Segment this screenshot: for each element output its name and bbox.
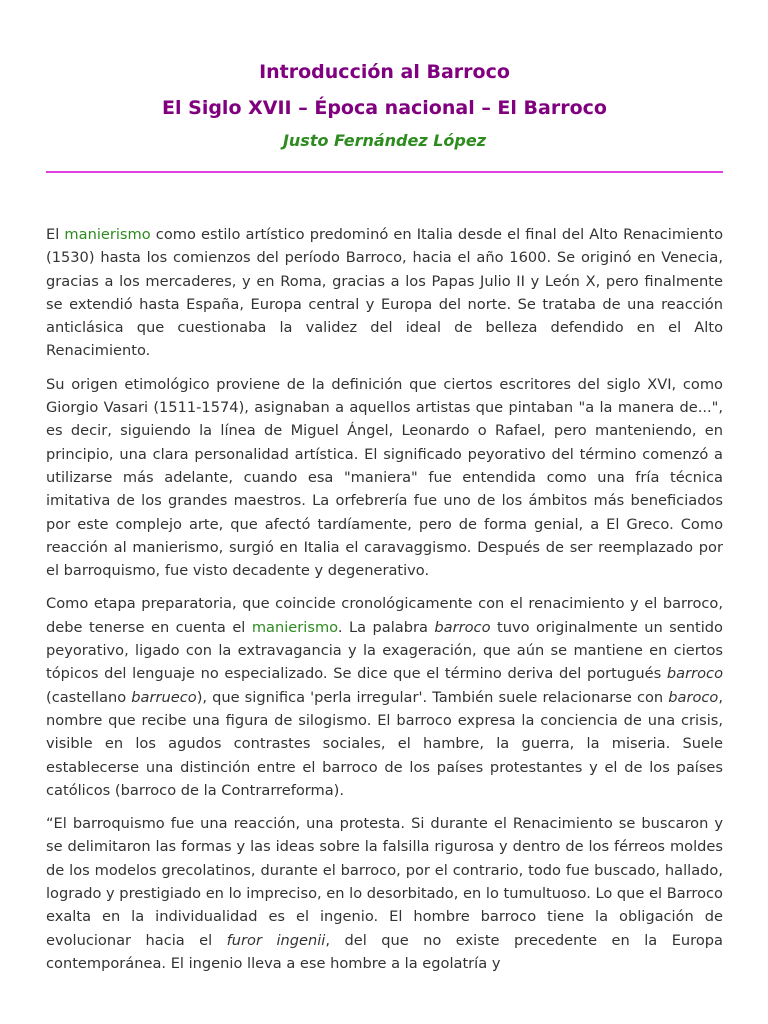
italic-term: furor ingenii [226,931,326,949]
highlighted-term: manierismo [251,618,338,636]
italic-term: barrueco [131,688,197,706]
text-run: tuvo originalmente un sentido peyorativo, ligado con la extravagancia y la exageración, que aún se mantiene en ciertos tópicos del lenguaje no especializado. Se dice que el término deriva del portugués [46,618,723,683]
paragraph-quote [46,812,723,975]
paragraph-etimologia: Su origen etimológico proviene de la definición que ciertos escritores del siglo XVI, como Giorgio Vasari (1511-1574), asignaban a aquellos artistas que pintaban "a la manera de...", es decir, siguiendo la línea de Miguel Ángel, Leonardo o Rafael, pero manteniendo, en principio, una clara personalidad artística. El significado peyorativo del término comenzó a utilizarse más adelante, cuando esa "maniera" fue entendida como una fría técnica imitativa de los grandes maestros. La orfebrería fue uno de los ámbitos más beneficiados por este complejo arte, que afectó tardíamente, pero de forma genial, a El Greco. Como reacción al manierismo, surgió en Italia el caravaggismo. Después de ser reemplazado por el barroquismo, fue visto decadente y degenerativo. [46,375,723,580]
paragraph-barroco [46,592,723,802]
text-run: Como etapa preparatoria, que coincide cronológicamente con el renacimiento y el barroco, debe tenerse en cuenta el [46,595,723,636]
text-run: . La palabra [337,618,435,636]
italic-term: baroco [668,688,719,706]
highlighted-term: manierismo [64,226,151,243]
document-body [46,223,723,975]
text-run: El [46,226,65,243]
text-run: “El barroquismo fue una reacción, una protesta. Si durante el Renacimiento se buscaron y se delimitaron las formas y las ideas sobre la falsilla rigurosa y dentro de los férreos moldes de los modelos grecolatinos, durante el barroco, por el contrario, todo fue buscado, hallado, logrado y prestigiado en lo impreciso, en lo desorbitado, en lo tumultuoso. Lo que el Barroco exalta en la individualidad es el ingenio. El hombre barroco tiene la obligación de evolucionar hacia el [46,815,723,949]
document-title: Introducción al Barroco [259,61,510,83]
italic-term: barroco [434,618,491,636]
text-run: ), que significa 'perla irregular'. También suele relacionarse con [196,688,669,706]
document-page [46,58,723,985]
header-divider [46,171,723,173]
italic-term: barroco [666,665,723,683]
paragraph-manierismo [46,223,723,363]
text-run: como estilo artístico predominó en Italia desde el final del Alto Renacimiento (1530) hasta los comienzos del período Barroco, hacia el año 1600. Se originó en Venecia, gracias a los mercaderes, y en Roma, gracias a los Papas Julio II y León X, pero finalmente se extendió hasta España, Europa central y Europa del norte. Se trataba de una reacción anticlásica que cuestionaba la validez del ideal de belleza defendido en el Alto Renacimiento. [46,226,723,360]
text-run: , del que no existe precedente en la Europa contemporánea. El ingenio lleva a ese hombre a la egolatría y [46,931,723,972]
text-run: , nombre que recibe una figura de silogismo. El barroco expresa la conciencia de una crisis, visible en los agudos contrastes sociales, el hambre, la guerra, la miseria. Suele establecerse una distinción entre el barroco de los países protestantes y el de los países católicos (barroco de la Contrarreforma). [46,688,723,799]
document-subtitle: El Siglo XVII – Época nacional – El Barroco [162,97,607,119]
author-name: Justo Fernández López [282,131,487,150]
text-run: (castellano [46,688,132,706]
